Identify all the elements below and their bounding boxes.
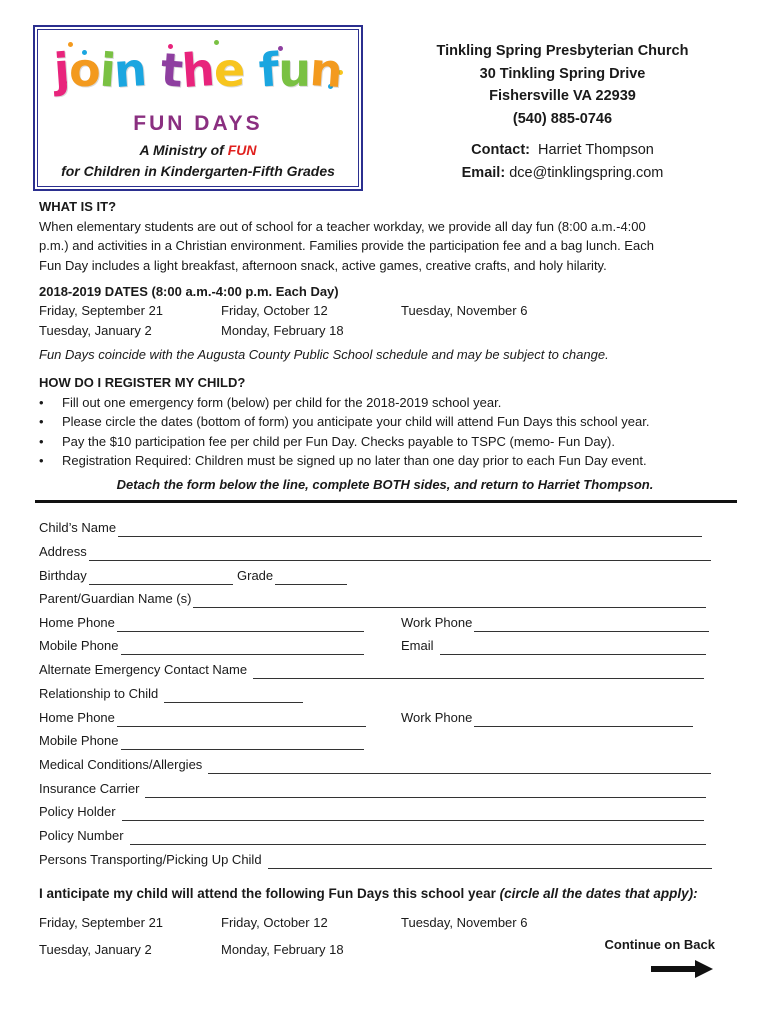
fill-line[interactable] [193, 594, 706, 608]
mobile-phone-2-field[interactable] [39, 732, 364, 750]
anticipate-heading [39, 886, 698, 901]
date-option[interactable]: Tuesday, January 2 [39, 942, 152, 957]
birthday-field[interactable] [39, 567, 233, 585]
church-info [390, 40, 735, 130]
dates-col-3 [401, 301, 527, 321]
fill-line[interactable] [440, 641, 706, 655]
church-phone: (540) 885-0746 [512, 110, 613, 127]
logo-letter: e [213, 43, 245, 97]
detach-line [35, 500, 737, 503]
fill-line[interactable] [121, 641, 365, 655]
field-label: Home Phone [39, 615, 115, 630]
date-option[interactable]: Tuesday, November 6 [401, 915, 528, 930]
date-item: Friday, September 21 [39, 303, 164, 318]
fill-line[interactable] [208, 760, 711, 774]
what-line: When elementary students are out of school for a teacher workday, we provide all day fun (8:00 a.m.-4:00 [39, 218, 646, 234]
fill-line[interactable] [122, 807, 704, 821]
parent-field[interactable] [39, 590, 706, 608]
church-city: Fishersville VA 22939 [489, 88, 636, 104]
email-label: Email: [461, 164, 506, 181]
alt-contact-field[interactable] [39, 661, 704, 679]
address-field[interactable] [39, 543, 711, 561]
dates-heading: 2018-2019 DATES (8:00 a.m.-4:00 p.m. Each Day) [39, 284, 339, 299]
join-the-fun-logo [38, 40, 358, 100]
list-item: • Fill out one emergency form (below) per child for the 2018-2019 school year. [39, 393, 739, 413]
contact-info [390, 139, 735, 184]
field-label: Policy Number [39, 828, 124, 843]
what-is-it-section [39, 197, 739, 275]
date-item: Monday, February 18 [221, 322, 344, 338]
work-phone-field[interactable] [401, 614, 709, 632]
fill-line[interactable] [253, 665, 704, 679]
work-phone-2-field[interactable] [401, 709, 693, 727]
field-label: Parent/Guardian Name (s) [39, 591, 192, 606]
logo-letter: o [69, 43, 100, 97]
logo-letter: j [52, 42, 71, 98]
anticipate-col-2 [221, 909, 344, 963]
field-label: Home Phone [39, 710, 115, 725]
date-option[interactable]: Friday, September 21 [39, 915, 164, 930]
field-label: Mobile Phone [39, 733, 119, 748]
fill-line[interactable] [145, 784, 706, 798]
field-label: Relationship to Child [39, 686, 159, 701]
grades-tagline: for Children in Kindergarten-Fifth Grades [61, 163, 335, 179]
contact-label: Contact: [471, 142, 530, 158]
fill-line[interactable] [89, 571, 233, 585]
policy-number-field[interactable] [39, 827, 706, 845]
field-label: Persons Transporting/Picking Up Child [39, 852, 262, 867]
list-item: • Pay the $10 participation fee per child per Fun Day. Checks payable to TSPC (memo- Fun Day). [39, 432, 739, 452]
ministry-tagline [38, 142, 358, 158]
logo-letter: n [112, 41, 149, 99]
transport-field[interactable] [39, 851, 712, 869]
field-label: Mobile Phone [39, 638, 119, 653]
logo-letter: t [159, 42, 185, 98]
field-label: Policy Holder [39, 804, 116, 819]
date-item: Friday, October 12 [221, 303, 328, 318]
field-label: Insurance Carrier [39, 781, 140, 796]
field-label: Work Phone [401, 710, 473, 725]
field-label: Alternate Emergency Contact Name [39, 662, 248, 677]
register-heading: HOW DO I REGISTER MY CHILD? [39, 375, 246, 390]
field-label: Child’s Name [39, 520, 117, 535]
email-field[interactable] [401, 637, 706, 655]
what-heading: WHAT IS IT? [39, 199, 117, 214]
anticipate-suffix: (circle all the dates that apply): [499, 886, 698, 901]
list-item: • Registration Required: Children must be signed up no later than one day prior to each Fun Day event. [39, 451, 739, 471]
home-phone-2-field[interactable] [39, 709, 366, 727]
fill-line[interactable] [89, 547, 711, 561]
continue-on-back: Continue on Back [604, 937, 715, 952]
anticipate-prefix: I anticipate my child will attend the following Fun Days this school year [39, 886, 500, 901]
register-section [39, 373, 739, 471]
fill-line[interactable] [474, 618, 709, 632]
church-name: Tinkling Spring Presbyterian Church [436, 43, 689, 59]
logo-letter: i [97, 42, 117, 98]
fill-line[interactable] [164, 689, 303, 703]
medical-field[interactable] [39, 756, 711, 774]
dates-note: Fun Days coincide with the Augusta County Public School schedule and may be subject to change. [39, 347, 609, 362]
date-option[interactable]: Friday, October 12 [221, 915, 328, 930]
policy-holder-field[interactable] [39, 803, 704, 821]
field-label: Grade [237, 568, 274, 583]
fill-line[interactable] [130, 831, 706, 845]
fill-line[interactable] [474, 713, 693, 727]
date-item: Tuesday, January 2 [39, 322, 152, 338]
dates-col-1 [39, 301, 163, 340]
logo-letter: u [278, 43, 310, 97]
logo-letter: n [308, 41, 344, 99]
date-option[interactable]: Monday, February 18 [221, 942, 344, 957]
detach-instruction: Detach the form below the line, complete BOTH sides, and return to Harriet Thompson. [116, 477, 654, 492]
logo-box [33, 25, 363, 191]
insurance-field[interactable] [39, 780, 706, 798]
contact-name: Harriet Thompson [538, 142, 654, 158]
field-label: Email [401, 638, 434, 653]
logo-inner [37, 29, 359, 187]
logo-letter: h [180, 41, 216, 99]
right-arrow-icon [651, 960, 713, 978]
field-label: Address [39, 544, 87, 559]
logo-letter: f [257, 42, 281, 98]
relationship-field[interactable] [39, 685, 303, 703]
fun-days-title: FUN DAYS [133, 112, 263, 135]
contact-email: dce@tinklingspring.com [509, 164, 664, 181]
what-line: p.m.) and activities in a Christian environment. Families provide the participation fee and a bag lunch. Each [39, 238, 654, 253]
field-label: Work Phone [401, 615, 473, 630]
date-item: Tuesday, November 6 [401, 303, 528, 318]
fill-line[interactable] [117, 618, 364, 632]
anticipate-col-1 [39, 909, 163, 963]
fill-line[interactable] [275, 571, 347, 585]
childs-name-field[interactable] [39, 519, 702, 537]
home-phone-field[interactable] [39, 614, 364, 632]
fill-line[interactable] [117, 713, 366, 727]
fill-line[interactable] [268, 855, 712, 869]
grade-field[interactable] [237, 567, 347, 585]
what-line: Fun Day includes a light breakfast, afternoon snack, active games, creative crafts, and holy hilarity. [39, 257, 607, 273]
register-list [39, 393, 739, 471]
dates-col-2 [221, 301, 344, 340]
anticipate-col-3 [401, 909, 527, 936]
field-label: Medical Conditions/Allergies [39, 757, 203, 772]
ministry-prefix: A Ministry of [139, 142, 228, 158]
fill-line[interactable] [121, 736, 365, 750]
list-item: • Please circle the dates (bottom of form) you anticipate your child will attend Fun Days this school year. [39, 412, 739, 432]
church-street: 30 Tinkling Spring Drive [479, 65, 646, 82]
mobile-phone-field[interactable] [39, 637, 364, 655]
ministry-fun: FUN [227, 142, 257, 158]
field-label: Birthday [39, 568, 87, 583]
fill-line[interactable] [118, 523, 702, 537]
